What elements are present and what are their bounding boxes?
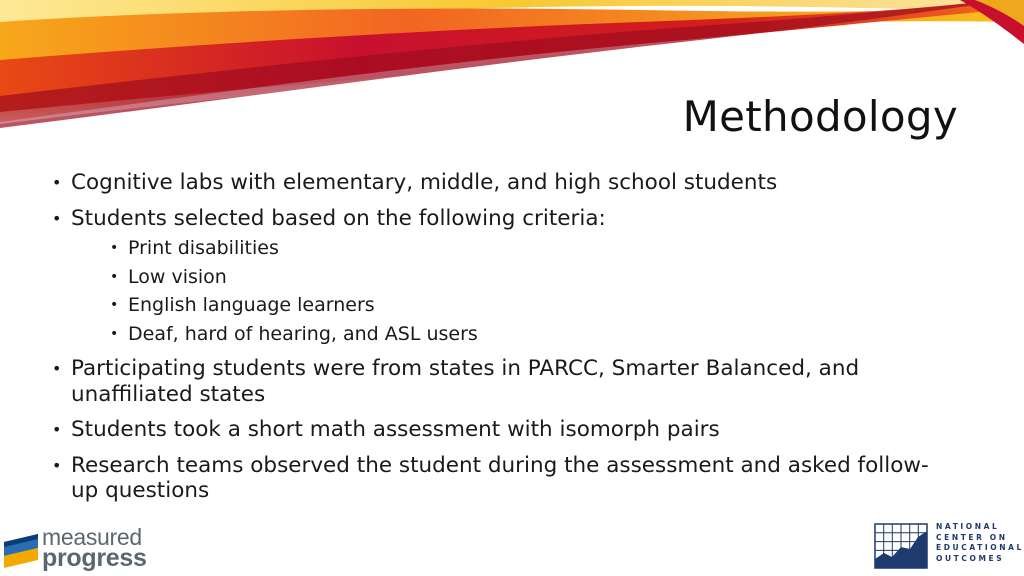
bullet-item: • Cognitive labs with elementary, middle, and high school students — [50, 170, 930, 196]
measured-progress-mark-icon — [4, 530, 40, 570]
sub-bullet-item: • English language learners — [109, 291, 930, 320]
logo-word-measured: measured — [42, 524, 142, 550]
sub-bullet-item: • Print disabilities — [109, 234, 930, 263]
measured-progress-logo — [4, 524, 154, 572]
bullet-text: Students selected based on the following criteria: — [71, 205, 606, 231]
nceo-line: NATIONAL — [936, 522, 1000, 531]
sub-bullet-list — [71, 234, 930, 348]
sub-bullet-item: • Deaf, hard of hearing, and ASL users — [109, 320, 930, 349]
nceo-line: EDUCATIONAL — [936, 543, 1024, 553]
nceo-wordmark — [936, 522, 1024, 564]
nceo-line: OUTCOMES — [936, 553, 1005, 563]
bullet-item: • Participating students were from states in PARCC, Smarter Balanced, and unaffiliated states — [50, 356, 930, 407]
nceo-line: CENTER ON — [936, 532, 1008, 542]
bullet-item: • Students took a short math assessment with isomorph pairs — [50, 417, 930, 443]
bullet-list — [50, 170, 930, 514]
nceo-grid-chart-icon — [874, 523, 928, 569]
bullet-item: • Research teams observed the student during the assessment and asked follow-up questions — [50, 453, 930, 504]
nceo-logo — [874, 522, 1022, 570]
slide-title: Methodology — [682, 92, 958, 141]
bullet-item — [50, 206, 930, 349]
sub-bullet-item: • Low vision — [109, 263, 930, 292]
logo-word-progress: progress — [42, 544, 147, 572]
